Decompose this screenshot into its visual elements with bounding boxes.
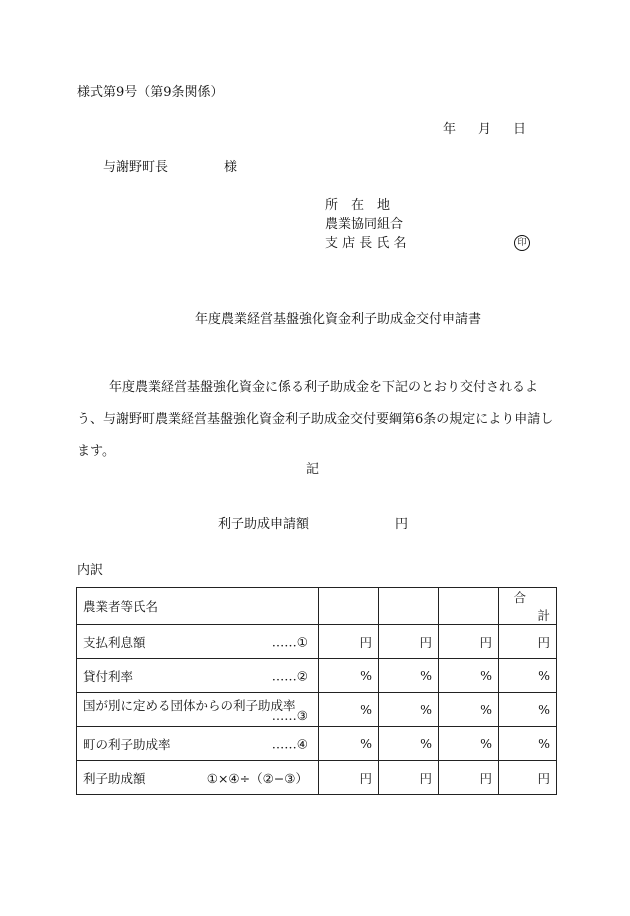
breakdown-table [76,587,557,795]
value-cell[interactable] [319,693,379,727]
applicant-address-row [325,199,535,218]
row-label-cell [77,659,319,693]
table-row [77,761,557,795]
table-row [77,659,557,693]
header-label-cell [77,588,319,625]
value-cell[interactable] [439,693,499,727]
row-label: 支払利息額 [83,634,146,650]
row-label-cell [77,625,319,659]
row-label: 利子助成額 [83,770,146,786]
date-month-label: 月 [478,122,492,137]
unit-label: % [360,702,372,717]
value-cell[interactable] [379,659,439,693]
unit-label: % [360,668,372,683]
unit-label: % [420,702,432,717]
applicant-manager-label: 支 店 長 氏 名 [325,236,407,251]
date-year-label: 年 [443,122,457,137]
value-cell[interactable] [319,659,379,693]
row-suffix: ……③ [271,708,308,723]
applicant-org-row [325,218,535,237]
header-total-b: 計 [537,608,550,623]
addressee [103,161,237,174]
addressee-name: 与謝野町長 [103,160,169,175]
applicant-block [325,199,535,256]
row-label: 国が別に定める団体からの利子助成率 [83,698,296,713]
total-cell[interactable] [499,761,557,795]
applicant-address-label: 所 在 地 [325,198,391,213]
row-label-cell [77,727,319,761]
date-line [443,123,526,136]
value-cell[interactable] [319,727,379,761]
unit-label: 円 [537,770,550,786]
row-label-cell [77,693,319,727]
unit-label: 円 [419,770,432,786]
total-cell[interactable] [499,727,557,761]
row-label: 町の利子助成率 [83,736,171,752]
form-number: 様式第9号（第9条関係） [77,85,224,100]
value-cell[interactable] [379,625,439,659]
body-text [77,372,557,468]
unit-label: % [480,736,492,751]
value-cell[interactable] [439,659,499,693]
table-row [77,625,557,659]
header-total-a: 合 [513,590,526,605]
table-row [77,727,557,761]
seal-mark-icon: 印 [514,235,530,251]
unit-label: 円 [359,770,372,786]
row-suffix: ……① [271,634,308,649]
row-suffix: ……④ [271,736,308,751]
header-cell[interactable] [319,588,379,625]
row-label-cell [77,761,319,795]
header-cell[interactable] [379,588,439,625]
unit-label: 円 [359,634,372,650]
header-label: 農業者等氏名 [83,599,159,614]
value-cell[interactable] [319,761,379,795]
unit-label: 円 [419,634,432,650]
unit-label: % [538,702,550,717]
unit-label: 円 [537,634,550,650]
addressee-honorific: 様 [224,160,238,175]
header-total-cell [499,588,557,625]
unit-label: % [538,736,550,751]
unit-label: % [420,736,432,751]
value-cell[interactable] [319,625,379,659]
table-header-row [77,588,557,625]
value-cell[interactable] [379,727,439,761]
row-label: 貸付利率 [83,668,134,684]
value-cell[interactable] [379,761,439,795]
breakdown-label: 内訳 [77,563,104,578]
unit-label: % [538,668,550,683]
body-text-content: 年度農業経営基盤強化資金に係る利子助成金を下記のとおり交付されるよう、与謝野町農業経営基盤強化資金利子助成金交付要綱第6条の規定により申請します。 [77,380,554,459]
value-cell[interactable] [439,625,499,659]
date-day-label: 日 [513,122,527,137]
unit-label: % [480,702,492,717]
total-cell[interactable] [499,625,557,659]
amount-label: 利子助成申請額 [218,517,310,532]
header-cell[interactable] [439,588,499,625]
amount-unit: 円 [395,517,409,532]
value-cell[interactable] [439,761,499,795]
table-row [77,693,557,727]
row-suffix: ①×④÷（②−③） [206,770,308,786]
amount-line [218,518,408,531]
row-suffix: ……② [271,668,308,683]
unit-label: % [360,736,372,751]
total-cell[interactable] [499,659,557,693]
document-title: 年度農業経営基盤強化資金利子助成金交付申請書 [195,312,482,327]
total-cell[interactable] [499,693,557,727]
unit-label: % [420,668,432,683]
applicant-manager-row [325,237,535,256]
ki-label: 記 [306,462,320,477]
applicant-org-label: 農業協同組合 [325,217,404,232]
value-cell[interactable] [379,693,439,727]
unit-label: % [480,668,492,683]
unit-label: 円 [479,634,492,650]
unit-label: 円 [479,770,492,786]
value-cell[interactable] [439,727,499,761]
